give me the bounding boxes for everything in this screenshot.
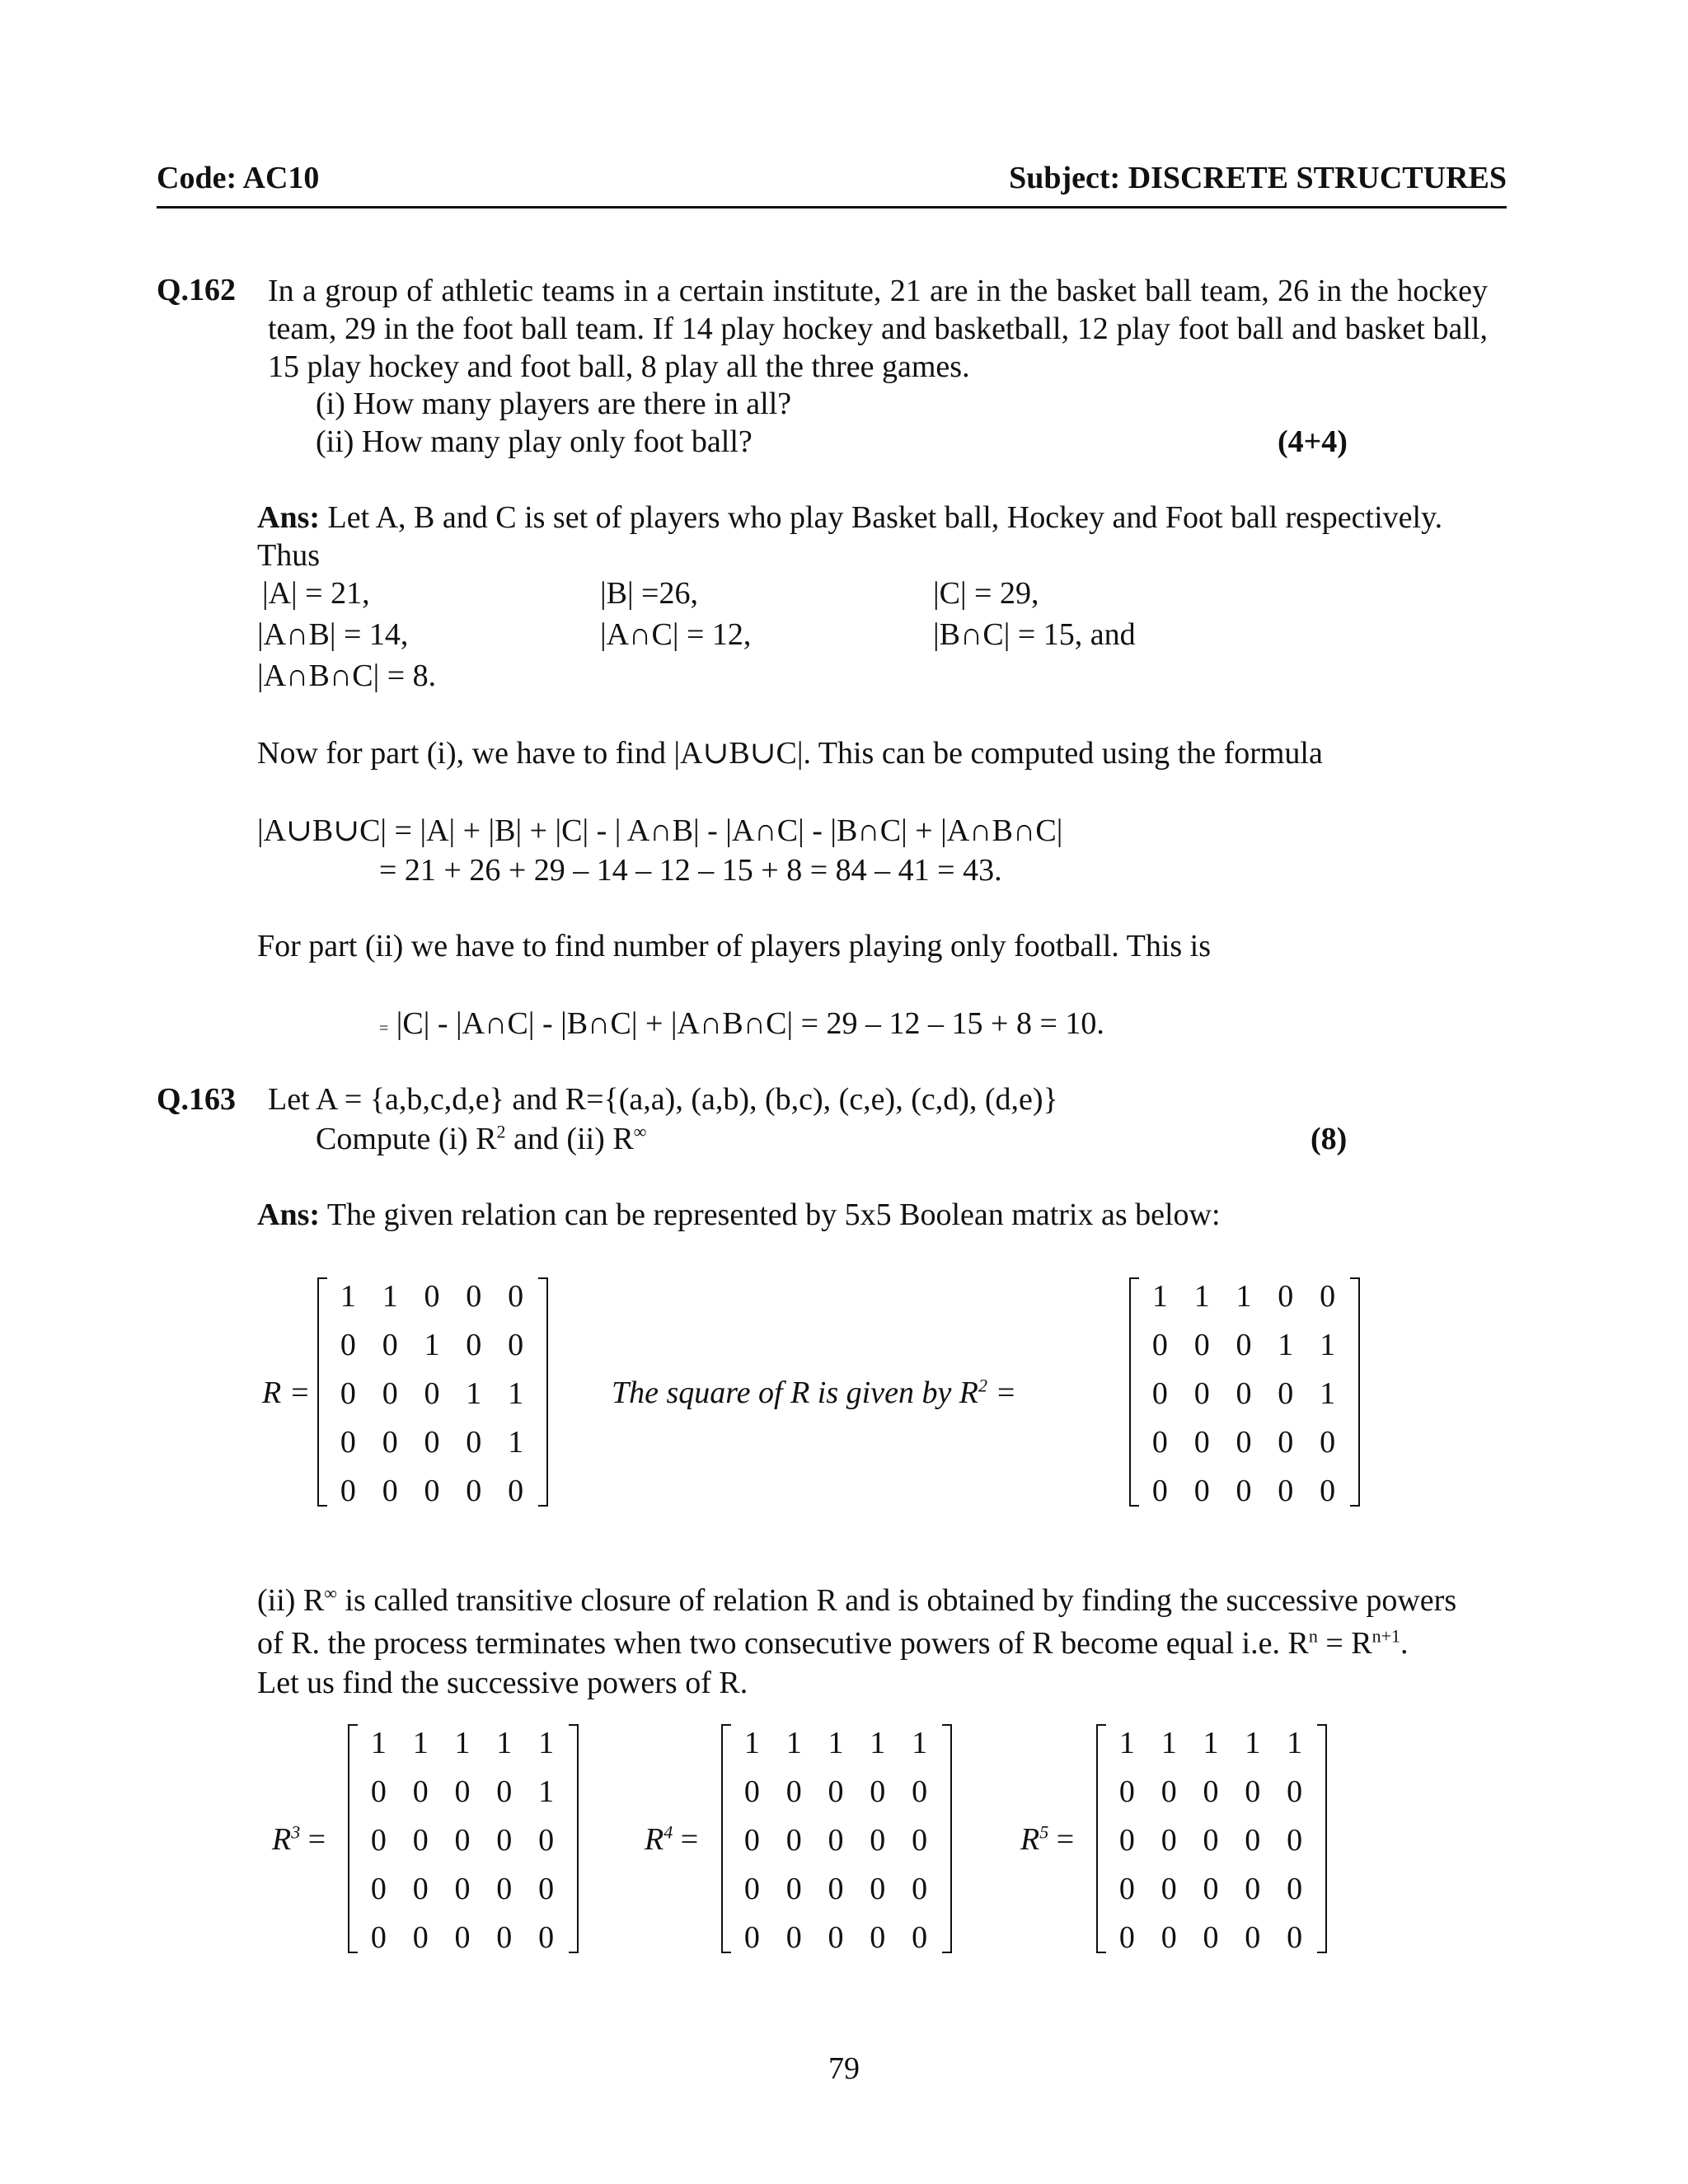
square-eq: = <box>987 1376 1017 1410</box>
matrix-cell: 0 <box>1151 1328 1168 1362</box>
square-sup: 2 <box>978 1375 988 1396</box>
matrix-cell: 1 <box>1151 1279 1168 1314</box>
set-ab: |A∩B| = 14, <box>257 617 409 652</box>
marks-163: (8) <box>1311 1122 1348 1156</box>
part2-text: For part (ii) we have to find number of players playing only football. This is <box>257 929 1212 963</box>
matrix-bracket-right <box>942 1724 952 1953</box>
part2-line-1-b: is called transitive closure of relation R and is obtained by finding the successive powers <box>336 1583 1457 1618</box>
set-abc: |A∩B∩C| = 8. <box>257 658 437 693</box>
r3-label-text: R <box>272 1822 292 1857</box>
matrix-cell: 0 <box>370 1920 387 1955</box>
part2-line-3: Let us find the successive powers of R. <box>257 1666 748 1700</box>
answer-text: Let A, B and C is set of players who play Basket ball, Hockey and Foot ball respectively. <box>327 500 1443 535</box>
set-b: |B| =26, <box>600 576 698 611</box>
part2-line-1-sup: ∞ <box>324 1582 337 1604</box>
matrix-cell: 0 <box>466 1474 482 1508</box>
marks: (4+4) <box>1278 424 1348 459</box>
matrix-cell: 1 <box>424 1328 440 1362</box>
matrix-cell: 0 <box>454 1920 471 1955</box>
matrix-cell: 0 <box>508 1328 524 1362</box>
matrix-cell: 0 <box>466 1279 482 1314</box>
matrix-cell: 1 <box>466 1376 482 1411</box>
matrix-grid <box>327 1272 537 1516</box>
matrix-cell: 0 <box>370 1774 387 1809</box>
matrix-cell: 0 <box>1236 1425 1252 1460</box>
part2-formula: |C| - |A∩C| - |B∩C| + |A∩B∩C| = 29 – 12 – 15 + 8 = 10. <box>396 1006 1104 1041</box>
matrix-cell: 0 <box>1193 1376 1210 1411</box>
matrix-bracket-left <box>721 1724 731 1953</box>
matrix-bracket-right <box>569 1724 579 1953</box>
r3-label <box>272 1821 326 1859</box>
compute-text-a: Compute (i) R <box>316 1122 497 1156</box>
matrix-cell: 0 <box>870 1774 886 1809</box>
matrix-cell: 0 <box>1118 1823 1135 1858</box>
matrix-cell: 1 <box>1193 1279 1210 1314</box>
matrix-cell: 0 <box>496 1823 513 1858</box>
matrix-cell: 0 <box>370 1823 387 1858</box>
part2-formula-line <box>379 1005 1104 1043</box>
matrix-cell: 0 <box>412 1774 429 1809</box>
matrix-cell: 0 <box>1203 1823 1219 1858</box>
question-number: Q.162 <box>157 273 237 307</box>
matrix-cell: 0 <box>382 1328 398 1362</box>
matrix-cell: 0 <box>496 1774 513 1809</box>
matrix-cell: 0 <box>1278 1425 1294 1460</box>
matrix-cell: 0 <box>1160 1774 1177 1809</box>
matrix-cell: 0 <box>340 1328 356 1362</box>
compute-sup-1: 2 <box>496 1121 506 1142</box>
matrix-cell: 1 <box>496 1726 513 1760</box>
matrix-cell: 0 <box>340 1474 356 1508</box>
matrix-cell: 1 <box>1278 1328 1294 1362</box>
matrix-cell: 0 <box>870 1920 886 1955</box>
compute-line <box>316 1121 646 1159</box>
matrix-cell: 0 <box>466 1328 482 1362</box>
matrix-cell: 1 <box>1245 1726 1261 1760</box>
square-text-body: The square of R is given by R <box>612 1376 979 1410</box>
matrix-cell: 0 <box>424 1376 440 1411</box>
compute-sup-2: ∞ <box>633 1121 647 1142</box>
matrix-bracket-left <box>348 1724 358 1953</box>
matrix-cell: 0 <box>1193 1425 1210 1460</box>
matrix-cell: 0 <box>508 1279 524 1314</box>
matrix-cell: 0 <box>743 1823 760 1858</box>
set-c: |C| = 29, <box>933 576 1039 611</box>
matrix-cell: 1 <box>412 1726 429 1760</box>
matrix-cell: 0 <box>912 1872 928 1906</box>
matrix-cell: 1 <box>785 1726 802 1760</box>
matrix-grid <box>1139 1272 1348 1516</box>
matrix-cell: 0 <box>1193 1474 1210 1508</box>
matrix-cell: 0 <box>785 1823 802 1858</box>
matrix-cell: 0 <box>1203 1872 1219 1906</box>
matrix-bracket-left <box>317 1277 327 1507</box>
answer-text-163: The given relation can be represented by 5x5 Boolean matrix as below: <box>326 1197 1221 1232</box>
matrix-cell: 0 <box>1236 1376 1252 1411</box>
matrix-grid <box>358 1719 567 1962</box>
matrix-cell: 0 <box>454 1872 471 1906</box>
matrix-cell: 1 <box>340 1279 356 1314</box>
matrix-cell: 0 <box>496 1920 513 1955</box>
matrix-bracket-left <box>1129 1277 1139 1507</box>
part2-line-2-c: . <box>1400 1626 1409 1661</box>
matrix-cell: 0 <box>1287 1920 1303 1955</box>
matrix-cell: 0 <box>1320 1474 1336 1508</box>
part2-line-2-b: = R <box>1317 1626 1372 1661</box>
matrix-cell: 0 <box>912 1823 928 1858</box>
question-text: In a group of athletic teams in a certain institute, 21 are in the basket ball team, 26 in the hockey team, 29 in the foot ball team. If 14 play hockey and basketball, 12 play foot ball and basket ball, 15 play hockey and foot ball, 8 play all the three games. <box>268 274 1488 384</box>
matrix-cell: 0 <box>1151 1425 1168 1460</box>
matrix-r4 <box>721 1724 952 1953</box>
matrix-cell: 0 <box>785 1920 802 1955</box>
part2-line-2-sup2: n+1 <box>1372 1625 1401 1647</box>
matrix-cell: 1 <box>1320 1328 1336 1362</box>
matrix-cell: 1 <box>538 1774 555 1809</box>
r5-label-text: R <box>1020 1822 1040 1857</box>
matrix-cell: 0 <box>538 1920 555 1955</box>
matrix-cell: 0 <box>1278 1279 1294 1314</box>
matrix-grid <box>731 1719 940 1962</box>
matrix-cell: 0 <box>1278 1474 1294 1508</box>
answer-label-163: Ans: <box>257 1197 321 1232</box>
matrix-bracket-right <box>538 1277 548 1507</box>
matrix-cell: 0 <box>382 1376 398 1411</box>
matrix-cell: 0 <box>1160 1823 1177 1858</box>
matrix-cell: 0 <box>1236 1474 1252 1508</box>
matrix-cell: 0 <box>424 1425 440 1460</box>
matrix-cell: 0 <box>743 1774 760 1809</box>
matrix-cell: 1 <box>508 1425 524 1460</box>
union-formula: |A∪B∪C| = |A| + |B| + |C| - | A∩B| - |A∩C| - |B∩C| + |A∩B∩C| <box>257 813 1063 848</box>
matrix-bracket-right <box>1317 1724 1327 1953</box>
matrix-cell: 0 <box>412 1920 429 1955</box>
matrix-cell: 0 <box>828 1774 844 1809</box>
matrix-cell: 1 <box>1320 1376 1336 1411</box>
matrix-cell: 0 <box>538 1872 555 1906</box>
r5-label <box>1020 1821 1074 1859</box>
matrix-cell: 1 <box>1203 1726 1219 1760</box>
part2-line-1-a: (ii) R <box>257 1583 325 1618</box>
matrix-cell: 0 <box>785 1774 802 1809</box>
question-number-163: Q.163 <box>157 1082 237 1117</box>
matrix-cell: 0 <box>1193 1328 1210 1362</box>
matrix-cell: 0 <box>912 1774 928 1809</box>
subject-label: Subject: DISCRETE STRUCTURES <box>1009 161 1507 195</box>
matrix-cell: 1 <box>370 1726 387 1760</box>
page-number: 79 <box>828 2051 860 2086</box>
answer-label: Ans: <box>257 500 321 535</box>
matrix-cell: 0 <box>1203 1920 1219 1955</box>
matrix-cell: 0 <box>743 1872 760 1906</box>
code-label: Code: AC10 <box>157 161 320 195</box>
matrix-cell: 1 <box>1236 1279 1252 1314</box>
matrix-grid <box>1106 1719 1315 1962</box>
header-rule <box>157 206 1507 209</box>
matrix-cell: 0 <box>1320 1279 1336 1314</box>
part1-text: Now for part (i), we have to find |A∪B∪C|. This can be computed using the formula <box>257 736 1323 771</box>
matrix-cell: 1 <box>912 1726 928 1760</box>
question-text-163: Let A = {a,b,c,d,e} and R={(a,a), (a,b), (b,c), (c,e), (c,d), (d,e)} <box>268 1082 1058 1117</box>
matrix-cell: 0 <box>340 1376 356 1411</box>
r4-eq: = <box>680 1822 699 1857</box>
matrix-cell: 0 <box>1278 1376 1294 1411</box>
matrix-cell: 0 <box>1320 1425 1336 1460</box>
matrix-cell: 0 <box>340 1425 356 1460</box>
matrix-cell: 0 <box>743 1920 760 1955</box>
matrix-cell: 0 <box>496 1872 513 1906</box>
r4-sup: 4 <box>663 1821 673 1843</box>
matrix-r3 <box>348 1724 579 1953</box>
r4-label-text: R <box>645 1822 664 1857</box>
answer-intro-163 <box>257 1197 1221 1235</box>
part2-prefix: = <box>379 1019 389 1038</box>
matrix-cell: 1 <box>1160 1726 1177 1760</box>
matrix-r5 <box>1096 1724 1327 1953</box>
matrix-cell: 1 <box>1118 1726 1135 1760</box>
set-a: |A| = 21, <box>262 576 370 611</box>
part2-line-2-a: of R. the process terminates when two consecutive powers of R become equal i.e. R <box>257 1626 1309 1661</box>
matrix-cell: 1 <box>743 1726 760 1760</box>
matrix-cell: 0 <box>370 1872 387 1906</box>
matrix-cell: 0 <box>1287 1774 1303 1809</box>
answer-thus: Thus <box>257 538 320 573</box>
matrix-cell: 1 <box>828 1726 844 1760</box>
r4-label <box>645 1821 698 1859</box>
matrix-cell: 0 <box>412 1823 429 1858</box>
matrix-bracket-right <box>1350 1277 1360 1507</box>
matrix-cell: 0 <box>1160 1920 1177 1955</box>
matrix-cell: 0 <box>466 1425 482 1460</box>
matrix-cell: 0 <box>1118 1920 1135 1955</box>
r5-eq: = <box>1056 1822 1075 1857</box>
r3-eq: = <box>307 1822 326 1857</box>
matrix-bracket-left <box>1096 1724 1106 1953</box>
matrix-cell: 0 <box>1287 1872 1303 1906</box>
matrix-cell: 0 <box>424 1474 440 1508</box>
question-part-2: (ii) How many play only foot ball? <box>316 424 753 459</box>
matrix-cell: 0 <box>870 1872 886 1906</box>
matrix-cell: 0 <box>1203 1774 1219 1809</box>
square-text <box>612 1375 1016 1413</box>
matrix-cell: 0 <box>1118 1872 1135 1906</box>
matrix-cell: 0 <box>912 1920 928 1955</box>
matrix-cell: 0 <box>1245 1823 1261 1858</box>
matrix-cell: 0 <box>1245 1920 1261 1955</box>
matrix-cell: 0 <box>424 1279 440 1314</box>
matrix-cell: 1 <box>870 1726 886 1760</box>
matrix-cell: 0 <box>382 1425 398 1460</box>
matrix-cell: 0 <box>1287 1823 1303 1858</box>
compute-text-b: and (ii) R <box>505 1122 634 1156</box>
matrix-cell: 0 <box>508 1474 524 1508</box>
matrix-cell: 0 <box>1151 1376 1168 1411</box>
question-part-1: (i) How many players are there in all? <box>316 387 792 421</box>
matrix-cell: 0 <box>870 1823 886 1858</box>
answer-intro <box>257 499 1442 537</box>
matrix-cell: 1 <box>508 1376 524 1411</box>
matrix-r2 <box>1129 1277 1360 1507</box>
matrix-cell: 0 <box>382 1474 398 1508</box>
union-result: = 21 + 26 + 29 – 14 – 12 – 15 + 8 = 84 – 41 = 43. <box>379 853 1002 888</box>
matrix-cell: 1 <box>382 1279 398 1314</box>
matrix-cell: 0 <box>828 1823 844 1858</box>
matrix-cell: 0 <box>1236 1328 1252 1362</box>
matrix-cell: 0 <box>1160 1872 1177 1906</box>
matrix-cell: 1 <box>538 1726 555 1760</box>
matrix-cell: 0 <box>828 1920 844 1955</box>
matrix-cell: 0 <box>538 1823 555 1858</box>
matrix-cell: 0 <box>785 1872 802 1906</box>
matrix-cell: 0 <box>454 1823 471 1858</box>
matrix-r <box>317 1277 548 1507</box>
r5-sup: 5 <box>1039 1821 1049 1843</box>
part2-line-1 <box>257 1582 1456 1620</box>
matrix-cell: 1 <box>1287 1726 1303 1760</box>
matrix-cell: 0 <box>828 1872 844 1906</box>
matrix-cell: 0 <box>454 1774 471 1809</box>
matrix-cell: 0 <box>1151 1474 1168 1508</box>
r3-sup: 3 <box>291 1821 301 1843</box>
matrix-cell: 0 <box>1245 1774 1261 1809</box>
matrix-cell: 0 <box>1118 1774 1135 1809</box>
matrix-cell: 0 <box>412 1872 429 1906</box>
set-bc: |B∩C| = 15, and <box>933 617 1136 652</box>
part2-line-2 <box>257 1625 1409 1663</box>
r-label: R = <box>262 1376 311 1410</box>
set-ac: |A∩C| = 12, <box>600 617 752 652</box>
part2-line-2-sup1: n <box>1308 1625 1318 1647</box>
matrix-cell: 0 <box>1245 1872 1261 1906</box>
matrix-cell: 1 <box>454 1726 471 1760</box>
